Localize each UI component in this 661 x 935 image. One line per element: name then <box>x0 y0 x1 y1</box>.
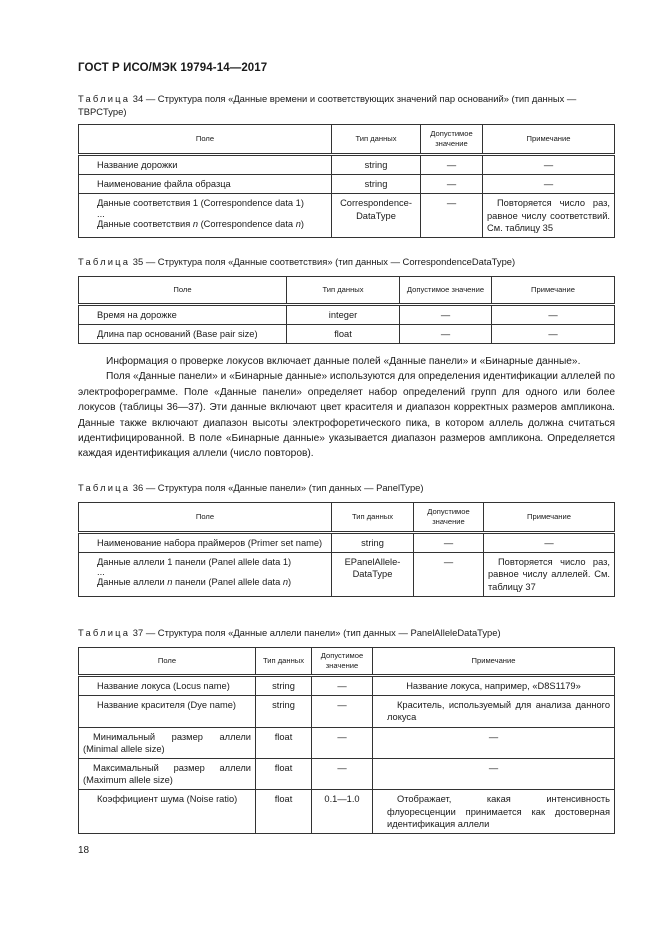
allowed-cell: — <box>400 305 492 325</box>
col-header-allowed: Допустимое значение <box>414 503 484 533</box>
allowed-cell: — <box>312 727 373 758</box>
table-row <box>79 305 615 325</box>
allowed-cell: — <box>312 759 373 790</box>
note-cell: — <box>492 325 615 344</box>
table-34 <box>78 124 615 238</box>
note-cell: — <box>483 175 615 194</box>
field-cell: Название дорожки <box>79 155 332 175</box>
col-header-allowed: Допустимое значение <box>421 125 483 155</box>
table-row <box>79 325 615 344</box>
table-row <box>79 790 615 834</box>
caption-text: 35 — Структура поля «Данные соответствия» (тип данных — CorrespondenceDataType) <box>132 256 516 267</box>
note-cell: Краситель, используемый для анализа данного локуса <box>373 696 615 727</box>
field-cell: Коэффициент шума (Noise ratio) <box>79 790 256 834</box>
note-cell: — <box>484 533 615 553</box>
caption-label: Таблица <box>78 627 131 638</box>
col-header-note: Примечание <box>484 503 615 533</box>
type-cell: float <box>256 759 312 790</box>
type-cell: string <box>332 175 421 194</box>
table-35 <box>78 276 615 344</box>
note-cell: — <box>373 759 615 790</box>
allowed-cell: — <box>312 676 373 696</box>
col-header-field: Поле <box>79 503 332 533</box>
note-cell: — <box>483 155 615 175</box>
allowed-cell: — <box>400 325 492 344</box>
col-header-allowed: Допустимое значение <box>312 648 373 676</box>
type-cell: float <box>287 325 400 344</box>
type-cell: string <box>332 533 414 553</box>
type-cell: string <box>256 696 312 727</box>
table-36 <box>78 502 615 597</box>
paragraph: Информация о проверке локусов включает данные полей «Данные панели» и «Бинарные данные». <box>106 356 581 367</box>
table-34-caption <box>78 92 618 118</box>
note-cell: — <box>492 305 615 325</box>
caption-text: 36 — Структура поля «Данные панели» (тип данных — PanelType) <box>132 482 424 493</box>
note-cell: Название локуса, например, «D8S1179» <box>373 676 615 696</box>
col-header-note: Примечание <box>483 125 615 155</box>
col-header-note: Примечание <box>492 277 615 305</box>
body-text <box>78 354 615 462</box>
type-cell: float <box>256 790 312 834</box>
table-row <box>79 155 615 175</box>
col-header-allowed: Допустимое значение <box>400 277 492 305</box>
col-header-type: Тип данных <box>256 648 312 676</box>
page-number: 18 <box>78 845 90 856</box>
col-header-type: Тип данных <box>332 503 414 533</box>
field-cell: Название локуса (Locus name) <box>79 676 256 696</box>
note-cell: Повторяется число раз, равное числу аллелей. См. таблицу 37 <box>484 553 615 597</box>
table-row <box>79 727 615 758</box>
type-cell: string <box>256 676 312 696</box>
col-header-type: Тип данных <box>332 125 421 155</box>
table-35-caption <box>78 255 618 268</box>
field-line-1: Данные соответствия 1 (Correspondence data 1) <box>97 198 304 209</box>
table-row <box>79 194 615 238</box>
allowed-cell: — <box>421 175 483 194</box>
col-header-field: Поле <box>79 125 332 155</box>
table-row <box>79 533 615 553</box>
field-cell: Длина пар оснований (Base pair size) <box>79 325 287 344</box>
table-row <box>79 696 615 727</box>
allowed-cell: — <box>312 696 373 727</box>
caption-label: Таблица <box>78 482 131 493</box>
field-cell <box>79 194 332 238</box>
note-cell: Повторяется число раз, равное числу соответствий. См. таблицу 35 <box>483 194 615 238</box>
caption-label: Таблица <box>78 93 131 104</box>
table-row <box>79 175 615 194</box>
table-36-caption <box>78 481 618 494</box>
field-cell: Название красителя (Dye name) <box>79 696 256 727</box>
type-cell: string <box>332 155 421 175</box>
field-cell: Максимальный размер аллели (Maximum allele size) <box>79 759 256 790</box>
caption-text: 34 — Структура поля «Данные времени и соответствующих значений пар оснований» (тип данных — TBPCType) <box>78 93 577 117</box>
col-header-note: Примечание <box>373 648 615 676</box>
table-37 <box>78 647 615 834</box>
allowed-cell: — <box>414 533 484 553</box>
type-cell: integer <box>287 305 400 325</box>
caption-label: Таблица <box>78 256 131 267</box>
document-header: ГОСТ Р ИСО/МЭК 19794-14—2017 <box>78 62 268 74</box>
table-row <box>79 553 615 597</box>
note-cell: — <box>373 727 615 758</box>
table-37-caption <box>78 626 618 639</box>
field-line-ellipsis: ... <box>97 567 105 578</box>
allowed-cell: — <box>421 155 483 175</box>
field-cell: Минимальный размер аллели (Minimal allele size) <box>79 727 256 758</box>
note-cell: Отображает, какая интенсивность флуоресценции принимается как достоверная идентификация аллели <box>373 790 615 834</box>
field-cell: Время на дорожке <box>79 305 287 325</box>
paragraph: Поля «Данные панели» и «Бинарные данные» используются для определения идентификации аллелей по электрофореграмме. Поле «Данные панели» определяет набор определений групп для одного или более локусов (таблицы 36—37). Эти данные включают цвет красителя и диапазон корректных размеров ампликона. Данные также включают диапазон высоты электрофоретического пика, в котором аллель должна считаться идентифицированной. В поле «Бинарные данные» указывается диапазон размеров ампликона. Определяется каждая идентификация аллели (число повторов). <box>78 371 616 460</box>
field-cell: Наименование файла образца <box>79 175 332 194</box>
field-line-1: Данные аллели 1 панели (Panel allele data 1) <box>97 557 292 568</box>
col-header-field: Поле <box>79 648 256 676</box>
field-line-ellipsis: ... <box>97 208 105 219</box>
field-line-n: Данные аллели n панели (Panel allele data n) <box>97 577 292 588</box>
type-cell: float <box>256 727 312 758</box>
allowed-cell: — <box>414 553 484 597</box>
table-row <box>79 676 615 696</box>
field-line-n: Данные соответствия n (Correspondence data n) <box>97 218 304 229</box>
field-cell: Наименование набора праймеров (Primer set name) <box>79 533 332 553</box>
allowed-cell: 0.1—1.0 <box>312 790 373 834</box>
caption-text: 37 — Структура поля «Данные аллели панели» (тип данных — PanelAlleleDataType) <box>132 627 501 638</box>
field-cell <box>79 553 332 597</box>
allowed-cell: — <box>421 194 483 238</box>
table-row <box>79 759 615 790</box>
col-header-field: Поле <box>79 277 287 305</box>
type-cell: EPanelAllele-DataType <box>332 553 414 597</box>
type-cell: Correspondence-DataType <box>332 194 421 238</box>
col-header-type: Тип данных <box>287 277 400 305</box>
